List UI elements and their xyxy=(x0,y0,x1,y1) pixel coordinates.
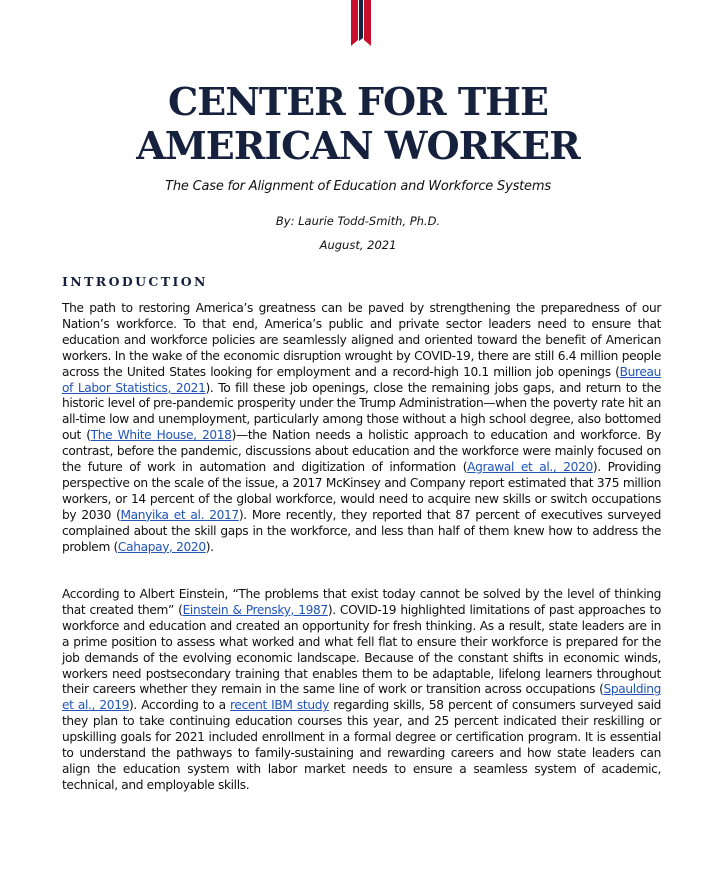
citation-link-einstein[interactable]: Einstein & Prensky, 1987 xyxy=(182,602,328,617)
citation-link-agrawal[interactable]: Agrawal et al., 2020 xyxy=(467,460,593,475)
paragraph-text: ). According to a xyxy=(129,698,231,713)
paragraph-text: ). More recently, they reported that 87 percent of executives surveyed complained about the skill gaps in the workforce, and less than half of them knew how to address the problem ( xyxy=(62,507,661,554)
paragraph-text: The path to restoring America’s greatness can be paved by strengthening the preparedness of our Nation’s workforce. To that end, America’s public and private sector leaders need to ensure that education and workforce policies are seamlessly aligned and oriented toward the benefit of American workers. In the wake of the economic disruption wrought by COVID-19, there are still 6.4 million people across the United States looking for employment and a record-high 10.1 million job openings ( xyxy=(62,301,661,379)
citation-link-cahapay[interactable]: Cahapay, 2020 xyxy=(117,539,206,554)
page-title-line-2: AMERICAN WORKER xyxy=(136,123,580,168)
intro-paragraph-1 xyxy=(62,301,661,556)
paragraph-text: According to Albert Einstein, “The problems that exist today cannot be solved by the level of thinking that created them” ( xyxy=(62,587,661,617)
citation-link-ibm-study[interactable]: recent IBM study xyxy=(230,698,329,713)
paragraph-text: )—the Nation needs a holistic approach to education and workforce. By contrast, before the pandemic, discussions about education and the workforce were mainly focused on the future of work in automation and digitization of information ( xyxy=(62,428,661,475)
report-subtitle: The Case for Alignment of Education and Workforce Systems xyxy=(165,179,551,194)
page-title-line-1: CENTER FOR THE xyxy=(167,79,549,124)
paragraph-text: regarding skills, 58 percent of consumers surveyed said they plan to take continuing education courses this year, and 25 percent indicated their reskilling or upskilling goals for 2021 included enrollment in a formal degree or certification program. It is essential to understand the pathways to family-sustaining and rewarding careers and how state leaders can align the education system with labor market needs to ensure a seamless system of academic, technical, and employable skills. xyxy=(62,698,661,792)
flag-ribbon-logo xyxy=(349,0,373,46)
citation-link-spaulding[interactable]: Spaulding et al., 2019 xyxy=(62,682,661,713)
citation-link-manyika[interactable]: Manyika et al. 2017 xyxy=(120,507,239,522)
citation-link-bls[interactable]: Bureau of Labor Statistics, 2021 xyxy=(62,364,661,395)
citation-link-white-house[interactable]: The White House, 2018 xyxy=(90,428,232,443)
intro-paragraph-2 xyxy=(62,587,661,794)
paragraph-text: ). xyxy=(205,539,214,554)
logo-red-stripe-left xyxy=(351,0,358,46)
section-heading-introduction: INTRODUCTION xyxy=(62,274,208,289)
paragraph-text: ). COVID-19 highlighted limitations of past approaches to workforce and education and created an opportunity for fresh thinking. As a result, state leaders are in a prime position to assess what worked and what fell flat to ensure their workforce is prepared for the job demands of the evolving economic landscape. Because of the constant shifts in economic winds, workers need postsecondary training that enables them to be adaptable, lifelong learners throughout their careers whether they remain in the same line of work or transition across occupations ( xyxy=(62,602,661,697)
logo-red-stripe-right xyxy=(364,0,371,46)
author-line: By: Laurie Todd-Smith, Ph.D. xyxy=(275,214,441,228)
publication-date: August, 2021 xyxy=(319,238,397,252)
paragraph-text: ). To fill these job openings, close the remaining jobs gaps, and return to the historic level of pre-pandemic prosperity under the Trump Administration—when the poverty rate hit an all-time low and unemployment, particularly among those without a high school degree, also bottomed out ( xyxy=(62,380,662,443)
logo-navy-stripe xyxy=(359,0,363,41)
paragraph-text: ). Providing perspective on the scale of the issue, a 2017 McKinsey and Company report estimated that 375 million workers, or 14 percent of the global workforce, would need to acquire new skills or switch occupations by 2030 ( xyxy=(62,460,661,522)
